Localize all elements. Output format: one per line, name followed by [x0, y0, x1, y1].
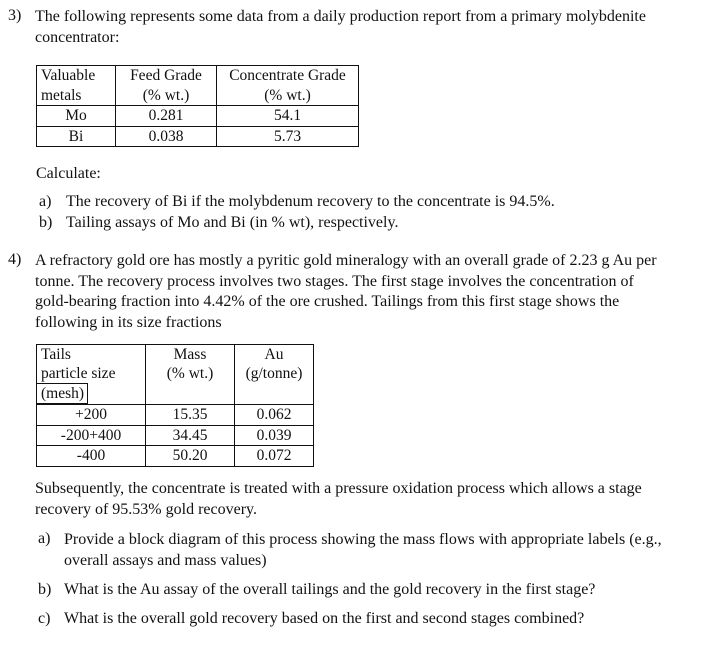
question-3-line-2: concentrator:	[35, 28, 120, 46]
subsequent-paragraph	[35, 479, 695, 520]
q4-part-c-label: c)	[38, 610, 51, 627]
au-cell: 0.072	[235, 446, 314, 467]
q4-part-c-text: What is the overall gold recovery based on the first and second stages combined?	[64, 610, 585, 627]
q4-part-b-label: b)	[38, 581, 52, 598]
header-au-unit-line: (g/tonne)	[245, 365, 303, 382]
header-feed-grade: Feed Grade	[116, 66, 217, 86]
mass-cell: 15.35	[146, 405, 235, 426]
q4-part-a-label: a)	[38, 530, 51, 547]
question-4-line-2: tonne. The recovery process involves two stages. The first stage involves the concentration of	[35, 272, 634, 290]
metal-cell: Mo	[37, 106, 116, 127]
au-cell: 0.039	[235, 425, 314, 446]
header-tails-particle-size	[37, 345, 146, 405]
header-particle-size-line: particle size	[41, 365, 116, 382]
question-3-line-1: The following represents some data from a daily production report from a primary molybdenite	[35, 8, 646, 25]
question-4-text	[35, 251, 695, 333]
q4-part-b-text: What is the Au assay of the overall tailings and the gold recovery in the first stage?	[64, 581, 596, 598]
q4-part-a-line-1: Provide a block diagram of this process showing the mass flows with appropriate labels (e.g.,	[64, 531, 662, 548]
header-valuable: Valuable	[37, 66, 116, 86]
particle-size-cell: -400	[37, 446, 146, 467]
header-metals: metals	[37, 86, 116, 106]
q3-part-a-text: The recovery of Bi if the molybdenum recovery to the concentrate is 94.5%.	[66, 193, 555, 210]
header-mass-line: Mass	[173, 346, 207, 363]
mass-cell: 50.20	[146, 446, 235, 467]
table-row	[37, 106, 359, 127]
table-row	[37, 405, 314, 426]
header-mass	[146, 345, 235, 405]
header-concentrate-grade: Concentrate Grade	[217, 66, 359, 86]
feed-grade-cell: 0.281	[116, 106, 217, 127]
q4-part-a-line-2: overall assays and mass values)	[64, 551, 267, 569]
q3-part-b-label: b)	[39, 214, 53, 231]
question-4-line-1: A refractory gold ore has mostly a pyritic gold mineralogy with an overall grade of 2.23 g Au per	[35, 252, 657, 269]
table-row	[37, 425, 314, 446]
subsequent-line-2: recovery of 95.53% gold recovery.	[35, 500, 257, 518]
question-4-line-3: gold-bearing fraction into 4.42% of the ore crushed. Tailings from this first stage shows the	[35, 293, 620, 310]
calculate-label: Calculate:	[36, 165, 101, 182]
header-mesh-line: (mesh)	[37, 383, 88, 404]
header-au-line: Au	[264, 346, 284, 363]
q3-part-b-text: Tailing assays of Mo and Bi (in % wt), respectively.	[66, 214, 399, 231]
header-au	[235, 345, 314, 405]
header-concentrate-unit: (% wt.)	[217, 86, 359, 106]
q4-part-a-text	[64, 530, 699, 571]
mass-cell: 34.45	[146, 425, 235, 446]
tailings-table	[36, 344, 314, 467]
question-3-text	[35, 7, 695, 48]
question-4-number: 4)	[8, 251, 22, 268]
header-feed-unit: (% wt.)	[116, 86, 217, 106]
metal-cell: Bi	[37, 126, 116, 147]
au-cell: 0.062	[235, 405, 314, 426]
particle-size-cell: -200+400	[37, 425, 146, 446]
concentrate-grade-cell: 5.73	[217, 126, 359, 147]
table-row	[37, 446, 314, 467]
feed-grade-cell: 0.038	[116, 126, 217, 147]
table-row	[37, 126, 359, 147]
q3-part-a-label: a)	[39, 193, 52, 210]
molybdenite-table	[36, 65, 359, 147]
particle-size-cell: +200	[37, 405, 146, 426]
concentrate-grade-cell: 54.1	[217, 106, 359, 127]
header-mass-unit-line: (% wt.)	[166, 365, 214, 382]
question-3-number: 3)	[8, 7, 22, 24]
question-4-line-4: following in its size fractions	[35, 313, 222, 331]
subsequent-line-1: Subsequently, the concentrate is treated with a pressure oxidation process which allows a stage	[35, 480, 642, 497]
header-tails-line: Tails	[41, 346, 71, 363]
